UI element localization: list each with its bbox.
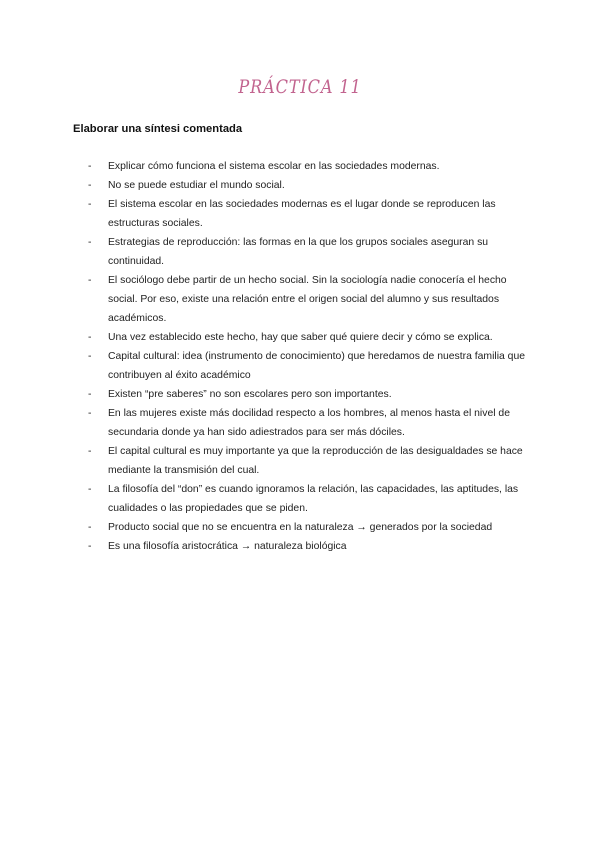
list-item <box>88 518 528 537</box>
page-title: PRÁCTICA 11 <box>238 76 362 98</box>
list-item-text: Capital cultural: idea (instrumento de conocimiento) que heredamos de nuestra familia que contribuyen al éxito académico <box>108 351 526 381</box>
list-item <box>88 233 528 271</box>
list-item <box>88 404 528 442</box>
list-item <box>88 480 528 518</box>
section-subtitle: Elaborar una síntesi comentada <box>73 123 243 135</box>
bullet-dash-icon: - <box>88 332 92 343</box>
bullet-dash-icon: - <box>88 199 92 210</box>
list-item-text: La filosofía del “don” es cuando ignoramos la relación, las capacidades, las aptitudes, las cualidades o las propiedades que se piden. <box>108 484 519 514</box>
list-item <box>88 157 528 176</box>
list-item <box>88 537 528 556</box>
list-item <box>88 176 528 195</box>
list-item-text: Existen “pre saberes” no son escolares pero son importantes. <box>108 389 392 400</box>
bullet-dash-icon: - <box>88 541 92 552</box>
list-item-text: Es una filosofía aristocrática → naturaleza biológica <box>108 541 347 552</box>
list-item-text: Una vez establecido este hecho, hay que saber qué quiere decir y cómo se explica. <box>108 332 493 343</box>
list-item <box>88 347 528 385</box>
list-item-text: El capital cultural es muy importante ya que la reproducción de las desigualdades se hace mediante la transmisión del cual. <box>108 446 523 476</box>
bullet-dash-icon: - <box>88 522 92 533</box>
list-item <box>88 385 528 404</box>
list-item <box>88 328 528 347</box>
bullet-dash-icon: - <box>88 446 92 457</box>
bullet-dash-icon: - <box>88 484 92 495</box>
bullet-dash-icon: - <box>88 161 92 172</box>
bullet-list <box>88 157 528 556</box>
list-item-text: Explicar cómo funciona el sistema escolar en las sociedades modernas. <box>108 161 440 172</box>
list-item-text: Estrategias de reproducción: las formas en la que los grupos sociales aseguran su continuidad. <box>108 237 489 267</box>
bullet-dash-icon: - <box>88 237 92 248</box>
list-item-text: En las mujeres existe más docilidad respecto a los hombres, al menos hasta el nivel de secundaria donde ya han sido adiestrados para ser más dóciles. <box>108 408 510 438</box>
bullet-dash-icon: - <box>88 275 92 286</box>
list-item <box>88 442 528 480</box>
bullet-dash-icon: - <box>88 389 92 400</box>
bullet-dash-icon: - <box>88 351 92 362</box>
list-item-text: Producto social que no se encuentra en la naturaleza → generados por la sociedad <box>108 522 493 533</box>
list-item <box>88 195 528 233</box>
list-item-text: El sociólogo debe partir de un hecho social. Sin la sociología nadie conocería el hecho social. Por eso, existe una relación entre el origen social del alumno y sus resultados académicos. <box>108 275 507 324</box>
list-item <box>88 271 528 328</box>
list-item-text: El sistema escolar en las sociedades modernas es el lugar donde se reproducen las estructuras sociales. <box>108 199 496 229</box>
bullet-dash-icon: - <box>88 180 92 191</box>
list-item-text: No se puede estudiar el mundo social. <box>108 180 285 191</box>
bullet-dash-icon: - <box>88 408 92 419</box>
